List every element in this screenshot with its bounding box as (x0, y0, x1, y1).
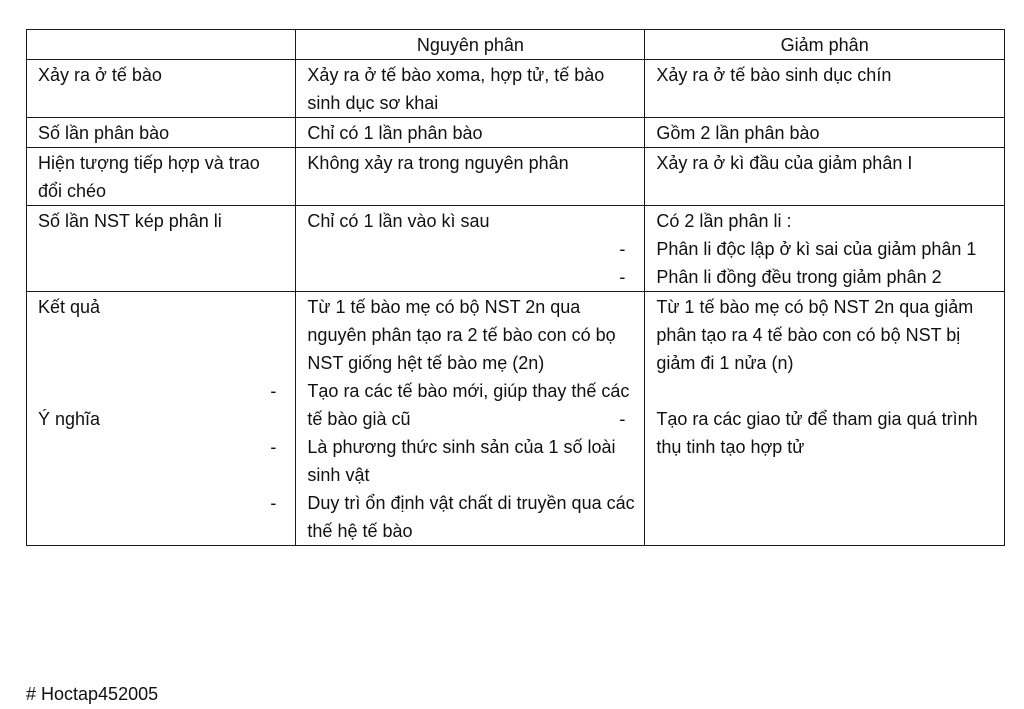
row-label: Số lần phân bào (27, 118, 296, 148)
row-label: Xảy ra ở tế bào (27, 60, 296, 118)
comparison-table (26, 29, 1005, 546)
table-row (27, 292, 1005, 546)
table-row (27, 60, 1005, 118)
giam-phan-result: Từ 1 tế bào mẹ có bộ NST 2n qua giảm phân tạo ra 4 tế bào con có bộ NST bị giảm đi 1 nửa (n) (656, 297, 974, 373)
header-cell-empty (27, 30, 296, 60)
cell-giam-phan (645, 206, 1005, 292)
list-item: - Tạo ra các tế bào mới, giúp thay thế các tế bào già cũ (307, 377, 637, 433)
nguyen-phan-meaning-list (307, 377, 637, 545)
nguyen-phan-result: Từ 1 tế bào mẹ có bộ NST 2n qua nguyên phân tạo ra 2 tế bào con có bọ NST giống hệt tế bào mẹ (2n) (307, 297, 616, 373)
cell-nguyen-phan: Chỉ có 1 lần phân bào (296, 118, 645, 148)
table-row (27, 118, 1005, 148)
cell-nguyen-phan (296, 292, 645, 546)
row-label: Hiện tượng tiếp hợp và trao đổi chéo (27, 148, 296, 206)
table-row (27, 148, 1005, 206)
row-label (27, 292, 296, 546)
cell-giam-phan (645, 292, 1005, 546)
giam-phan-list (656, 235, 997, 291)
cell-nguyen-phan: Xảy ra ở tế bào xoma, hợp tử, tế bào sinh dục sơ khai (296, 60, 645, 118)
cell-nguyen-phan: Chỉ có 1 lần vào kì sau (296, 206, 645, 292)
giam-phan-intro: Có 2 lần phân li : (656, 211, 792, 231)
label-ket-qua: Kết quả (38, 297, 101, 317)
list-item: - Duy trì ổn định vật chất di truyền qua các thế hệ tế bào (307, 489, 637, 545)
list-item: - Phân li độc lập ở kì sai của giảm phân 1 (656, 235, 997, 263)
header-cell-giam-phan: Giảm phân (645, 30, 1005, 60)
list-item: - Là phương thức sinh sản của 1 số loài sinh vật (307, 433, 637, 489)
row-label: Số lần NST kép phân li (27, 206, 296, 292)
list-item: - Phân li đồng đều trong giảm phân 2 (656, 263, 997, 291)
label-y-nghia: Ý nghĩa (38, 409, 101, 429)
cell-giam-phan: Xảy ra ở kì đầu của giảm phân I (645, 148, 1005, 206)
cell-nguyen-phan: Không xảy ra trong nguyên phân (296, 148, 645, 206)
table-row (27, 206, 1005, 292)
cell-giam-phan: Gồm 2 lần phân bào (645, 118, 1005, 148)
list-item: - Tạo ra các giao tử để tham gia quá trình thụ tinh tạo hợp tử (656, 405, 997, 461)
footer-tag: # Hoctap452005 (26, 684, 159, 704)
cell-giam-phan: Xảy ra ở tế bào sinh dục chín (645, 60, 1005, 118)
table-header-row (27, 30, 1005, 60)
giam-phan-meaning-list (656, 405, 997, 461)
header-cell-nguyen-phan: Nguyên phân (296, 30, 645, 60)
